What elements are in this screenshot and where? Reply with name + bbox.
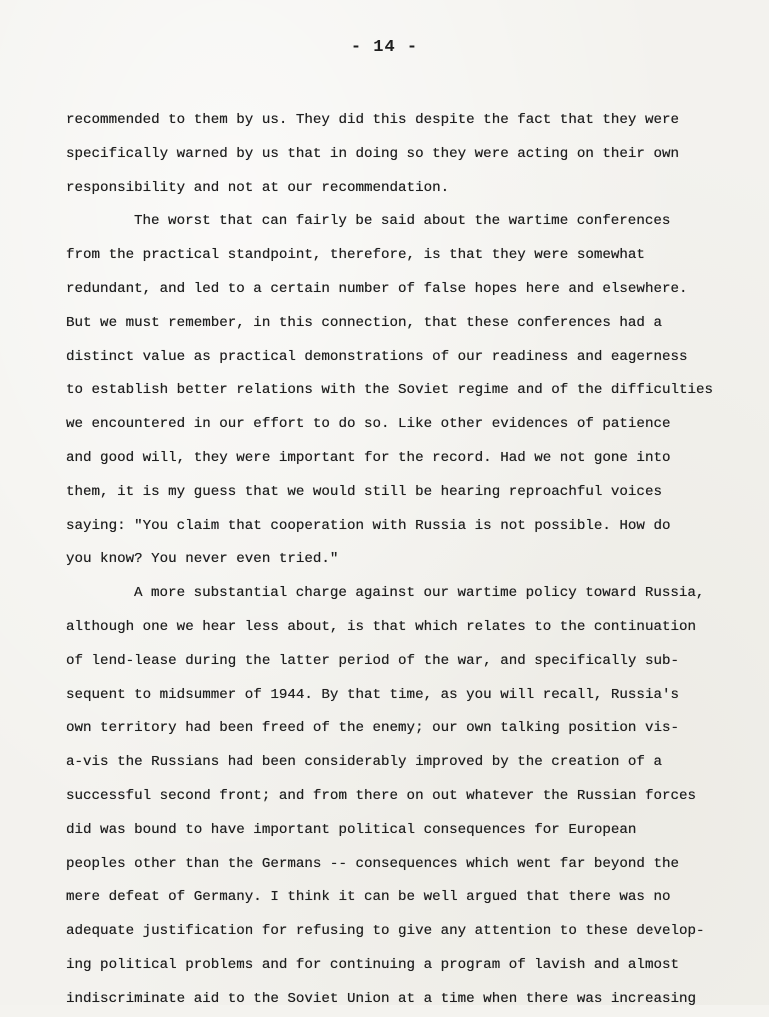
text-line: and good will, they were important for the record. Had we not gone into (66, 449, 671, 466)
paragraph-start-line: The worst that can fairly be said about the wartime conferences (134, 213, 671, 230)
text-line: we encountered in our effort to do so. Like other evidences of patience (66, 416, 671, 433)
text-line: sequent to midsummer of 1944. By that time, as you will recall, Russia's (66, 686, 679, 703)
text-line: successful second front; and from there on out whatever the Russian forces (66, 787, 697, 804)
text-line: a-vis the Russians had been considerably improved by the creation of a (66, 754, 662, 771)
page-number: - 14 - (350, 38, 419, 57)
text-line: to establish better relations with the Soviet regime and of the difficulties (66, 382, 714, 399)
text-line: recommended to them by us. They did this despite the fact that they were (66, 112, 679, 128)
text-line: peoples other than the Germans -- consequences which went far beyond the (66, 855, 679, 872)
text-line: responsibility and not at our recommendation. (66, 179, 450, 196)
text-line: ing political problems and for continuing a program of lavish and almost (66, 956, 679, 973)
paragraph-start-line: A more substantial charge against our wartime policy toward Russia, (134, 585, 705, 602)
text-line: saying: "You claim that cooperation with Russia is not possible. How do (66, 517, 671, 534)
text-line: indiscriminate aid to the Soviet Union at a time when there was increasing (66, 990, 697, 1007)
text-line: own territory had been freed of the enemy; our own talking position vis- (66, 720, 679, 737)
text-line: But we must remember, in this connection, that these conferences had a (66, 314, 662, 331)
text-line: did was bound to have important political consequences for European (66, 821, 637, 838)
text-line: specifically warned by us that in doing so they were acting on their own (66, 145, 679, 162)
text-line: you know? You never even tried." (66, 551, 339, 568)
text-line: although one we hear less about, is that which relates to the continuation (66, 618, 697, 635)
text-line: distinct value as practical demonstrations of our readiness and eagerness (66, 348, 688, 365)
text-line: mere defeat of Germany. I think it can be well argued that there was no (66, 889, 671, 906)
text-line: adequate justification for refusing to give any attention to these develop- (66, 923, 705, 940)
text-line: from the practical standpoint, therefore, is that they were somewhat (66, 247, 645, 264)
text-line: them, it is my guess that we would still be hearing reproachful voices (66, 483, 662, 500)
text-line: redundant, and led to a certain number of false hopes here and elsewhere. (66, 280, 688, 297)
text-line: of lend-lease during the latter period of the war, and specifically sub- (66, 652, 679, 669)
body-text (66, 104, 714, 1017)
